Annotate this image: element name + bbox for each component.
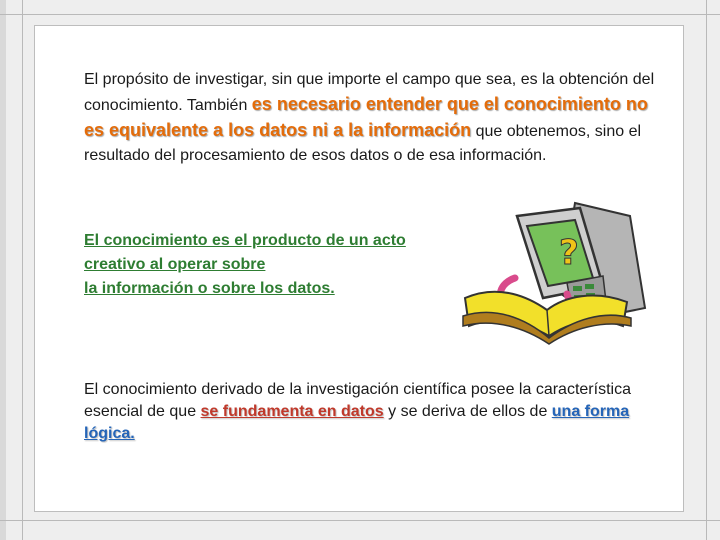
knowledge-definition <box>84 229 464 301</box>
intro-text-end: que obtenemos, sino el resultado del procesamiento de esos datos o de esa información. <box>84 123 642 164</box>
decor-line <box>22 0 23 540</box>
definition-line-1: El conocimiento es el producto de un acto <box>84 232 406 249</box>
data-based-highlight: se fundamenta en datos <box>200 403 384 420</box>
intro-text-start: El propósito de investigar, sin que importe el campo que sea, es la obtención del conocimiento. También <box>84 71 655 114</box>
left-margin-strip <box>0 0 6 540</box>
scientific-text-middle: y se deriva de ellos de <box>383 403 552 420</box>
decor-line <box>706 0 707 540</box>
scientific-knowledge-paragraph <box>84 379 659 445</box>
logical-form-highlight: una forma lógica. <box>84 403 630 442</box>
scientific-text-start: El conocimiento derivado de la investigación científica posee la característica esencial de que <box>84 381 631 420</box>
computer-reading-book-icon <box>455 198 655 348</box>
decor-line <box>0 14 720 15</box>
decor-line <box>0 520 720 521</box>
intro-highlight: es necesario entender que el conocimiento no es equivalente a los datos ni a la información <box>84 94 648 140</box>
intro-paragraph <box>84 68 659 168</box>
definition-line-3: la información o sobre los datos. <box>84 280 335 297</box>
question-mark-glyph: ? <box>559 233 579 273</box>
definition-line-2: creativo al operar sobre <box>84 256 266 273</box>
